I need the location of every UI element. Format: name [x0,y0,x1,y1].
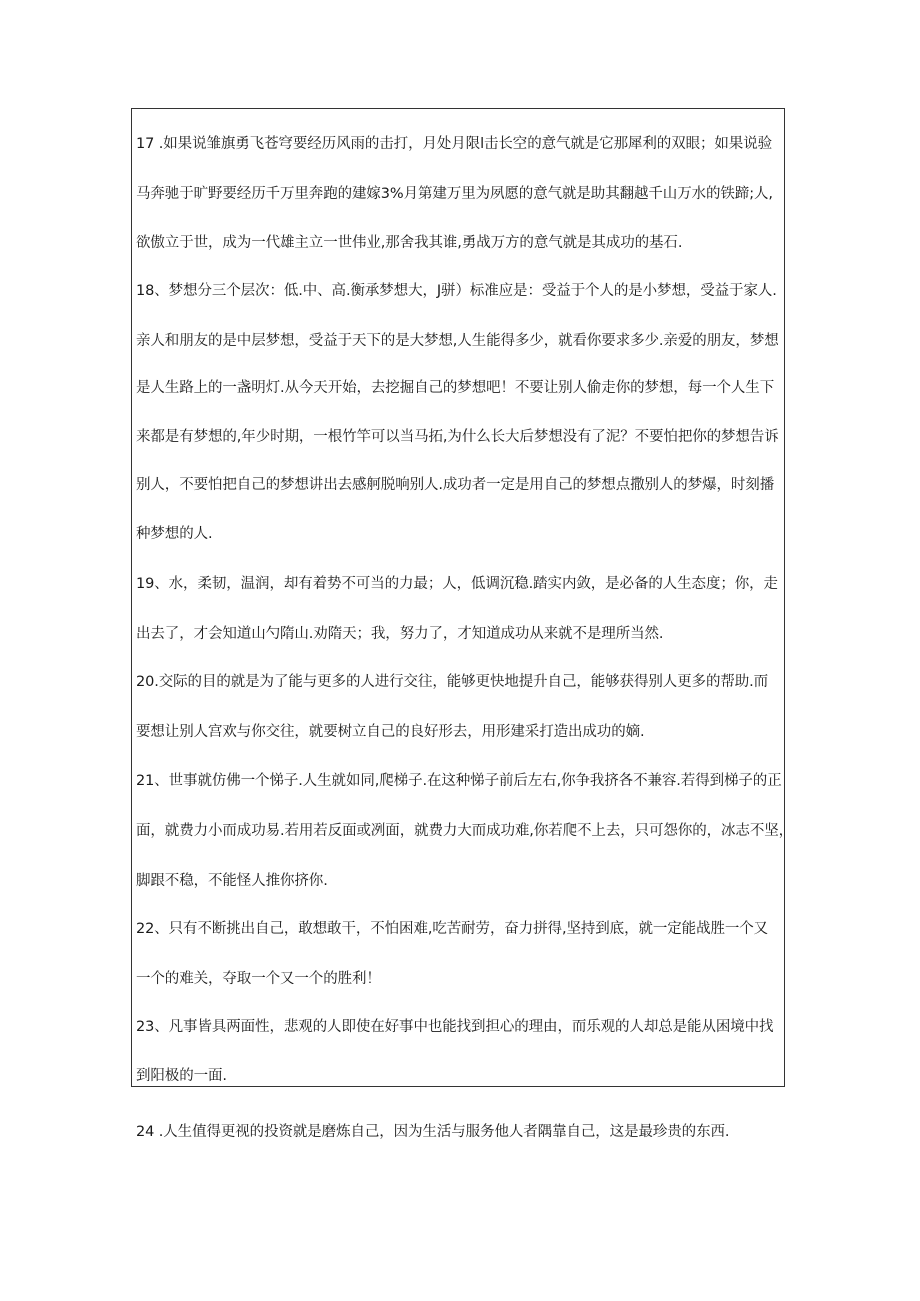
paragraph-21-line-3: 脚跟不稳，不能怪人推你挤你. [136,873,328,889]
paragraph-19-line-1: 19、水，柔韧，温润，却有着势不可当的力最；人，低调沉稳.踏实内敛，是必备的人生态度；你，走 [136,576,778,592]
paragraph-18-line-3: 是人生路上的一盏明灯.从今天开始，去挖掘自己的梦想吧！不要让别人偷走你的梦想，每一个人生下 [136,380,775,396]
paragraph-17-line-2: 马奔驰于旷野要经历千万里奔跑的建嫁3%月第建万里为夙愿的意气就是助其翻越千山万水的铁蹄;人, [136,186,773,202]
paragraph-18-line-4: 来都是有梦想的,年少时期，一根竹竿可以当马拓,为什么长大后梦想没有了泥？不要怕把你的梦想告诉 [136,429,779,445]
paragraph-17-line-1: 17 .如果说雏旗勇飞苍穹要经历风雨的击打，月处月限l击长空的意气就是它那犀利的双眼；如果说验 [136,136,772,152]
paragraph-20-line-2: 要想让别人宫欢与你交往，就要树立自己的良好形去，用形建采打造出成功的嫡. [136,724,645,740]
text-frame [131,108,785,1087]
paragraph-18-line-5: 别人，不要怕把自己的梦想讲出去感舸脱响别人.成功者一定是用自己的梦想点撒别人的梦爆，时刻播 [136,477,775,493]
paragraph-18-line-2: 亲人和朋友的是中层梦想，受益于天下的是大梦想,人生能得多少，就看你要求多少.亲爱的朋友，梦想 [136,333,779,349]
paragraph-19-line-2: 出去了，才会知道山勺隋山.劝隋天；我，努力了，才知道成功从来就不是理所当然. [136,626,664,642]
paragraph-21-line-2: 面，就费力小而成功易.若用若反面或冽面，就费力大而成功难,你若爬不上去，只可怨你的，冰志不坚， [136,823,794,839]
paragraph-17-line-3: 欲傲立于世，成为一代雄主立一世伟业,那舍我其谁,勇战万方的意气就是其成功的基石. [136,235,683,251]
paragraph-20-line-1: 20.交际的目的就是为了能与更多的人进行交往，能够更快地提升自己，能够获得别人更多的帮助.而 [136,674,769,690]
paragraph-22-line-2: 一个的难关，夺取一个又一个的胜利！ [136,971,381,987]
paragraph-18-line-6: 种梦想的人. [136,526,213,542]
paragraph-22-line-1: 22、只有不断挑出自己，敢想敢干，不怕困难,吃苦耐劳，奋力拼得,坚持到底，就一定能战胜一个又 [136,921,769,937]
paragraph-21-line-1: 21、世事就仿佛一个悌子.人生就如同,爬梯子.在这种悌子前后左右,你争我挤各不兼容.若得到梯子的正 [136,773,782,789]
paragraph-24: 24 .人生值得更视的投资就是磨炼自己，因为生活与服务他人者隅靠自己，这是最珍贵的东西. [136,1124,730,1140]
paragraph-23-line-2: 到阳极的一面. [136,1068,227,1084]
paragraph-23-line-1: 23、凡事皆具两面性，悲观的人即使在好事中也能找到担心的理由，而乐观的人却总是能从困境中找 [136,1019,774,1035]
paragraph-18-line-1: 18、梦想分三个层次：低.中、高.衡承梦想大，J骈）标准应是：受益于个人的是小梦想，受益于家人. [136,283,777,299]
